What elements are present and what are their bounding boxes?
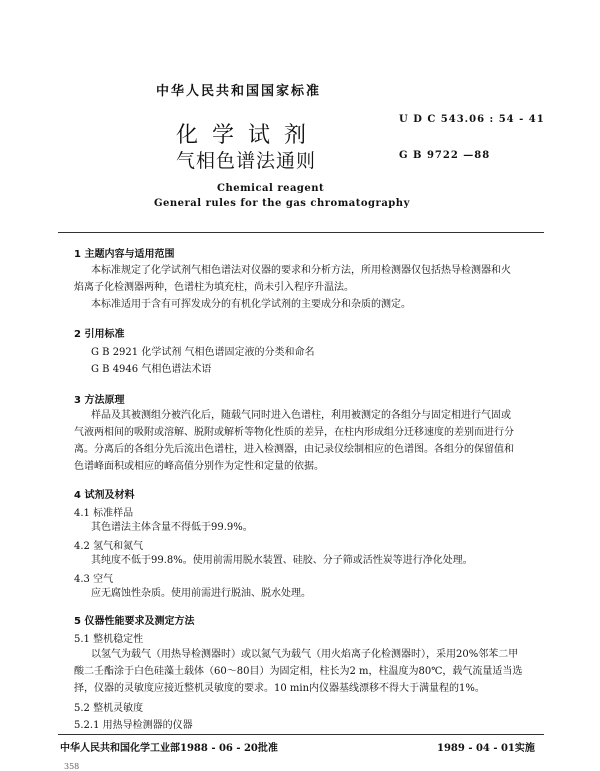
section-3-line-3: 离。分离后的各组分先后流出色谱柱，进入检测器，由记录仪绘制相应的色谱图。各组分的保留值和	[74, 444, 514, 455]
reference-gb4946: G B 4946 气相色谱法术语	[91, 364, 212, 375]
section-3-line-1: 样品及其被测组分被汽化后，随载气同时进入色谱柱，利用被测定的各组分与固定相进行气固或	[91, 410, 511, 421]
subsection-5-2: 5.2 整机灵敏度	[74, 703, 144, 714]
section-5-line-2: 酸二壬酯涂于白色硅藻土载体（60～80目）为固定相，柱长为2 m，柱温度为80℃，载气流量适当选	[74, 666, 523, 677]
section-1-para-2: 本标准适用于含有可挥发成分的有机化学试剂的主要成分和杂质的测定。	[91, 299, 411, 310]
section-2-heading: 2 引用标准	[74, 329, 125, 340]
section-5-line-3: 择，仪器的灵敏度应接近整机灵敏度的要求。10 min内仪器基线漂移不得大于满量程的1%。	[74, 683, 485, 694]
section-1-para-1b: 焰离子化检测器两种，色谱柱为填充柱，尚未引入程序升温法。	[74, 282, 354, 293]
subsection-4-1: 4.1 标准样品	[74, 508, 134, 519]
page-number: 358	[64, 762, 80, 771]
issuing-authority: 中华人民共和国国家标准	[156, 84, 322, 99]
footer-divider	[58, 734, 544, 735]
subsection-4-3-text: 应无腐蚀性杂质。使用前需进行脱油、脱水处理。	[91, 588, 311, 599]
english-title-line-2: General rules for the gas chromatography	[154, 198, 410, 209]
implementation-date: 1989 - 04 - 01实施	[437, 743, 535, 754]
subsection-5-1: 5.1 整机稳定性	[74, 634, 144, 645]
subsection-5-2-1: 5.2.1 用热导检测器的仪器	[74, 720, 193, 731]
english-title-line-1: Chemical reagent	[217, 183, 325, 194]
section-1-heading: 1 主题内容与适用范围	[74, 249, 175, 260]
udc-code: U D C 543.06 : 54 - 41	[399, 114, 545, 125]
title-line-2: 气相色谱法通则	[176, 150, 317, 172]
approval-date: 中华人民共和国化学工业部1988 - 06 - 20批准	[60, 743, 278, 754]
section-5-line-1: 以氢气为载气（用热导检测器时）或以氮气为载气（用火焰离子化检测器时），采用20%邻苯二甲	[91, 649, 519, 660]
title-line-1: 化学试剂	[176, 123, 321, 148]
section-1-para-1a: 本标准规定了化学试剂气相色谱法对仪器的要求和分析方法，所用检测器仅包括热导检测器和火	[91, 265, 511, 276]
gb-number: G B 9722 —88	[399, 150, 491, 161]
section-4-heading: 4 试剂及材料	[74, 490, 135, 501]
section-3-line-4: 色谱峰面积或相应的峰高值分别作为定性和定量的依据。	[74, 461, 324, 472]
section-3-line-2: 气液两相间的吸附或溶解、脱附或解析等物化性质的差异，在柱内形成组分迁移速度的差别而进行分	[74, 427, 514, 438]
subsection-4-2: 4.2 氢气和氮气	[74, 541, 144, 552]
reference-gb2921: G B 2921 化学试剂 气相色谱固定液的分类和命名	[91, 347, 315, 358]
section-3-heading: 3 方法原理	[74, 395, 125, 406]
header-divider	[58, 232, 544, 233]
subsection-4-3: 4.3 空气	[74, 574, 114, 585]
subsection-4-1-text: 其色谱法主体含量不得低于99.9%。	[91, 522, 253, 533]
subsection-4-2-text: 其纯度不低于99.8%。使用前需用脱水装置、硅胶、分子筛或活性炭等进行净化处理。	[91, 555, 473, 566]
section-5-heading: 5 仪器性能要求及测定方法	[74, 616, 195, 627]
